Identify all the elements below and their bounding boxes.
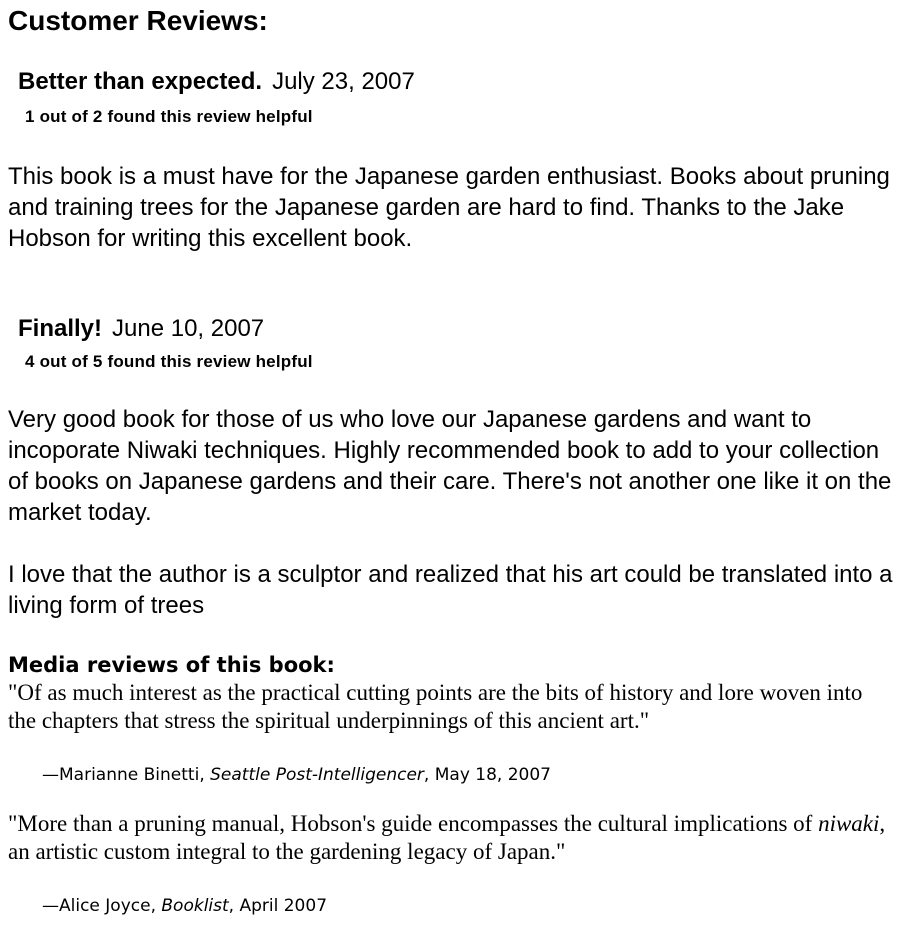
attribution-author: Alice Joyce [59, 896, 151, 916]
media-quote [8, 810, 893, 866]
media-quote: "Of as much interest as the practical cutting points are the bits of history and lore woven into the chapters that stress the spiritual underpinnings of this ancient art." [8, 680, 863, 733]
quote-attribution: —Marianne Binetti, Seattle Post-Intelligencer, May 18, 2007 [42, 765, 551, 785]
review-header [18, 68, 415, 96]
attribution-dash: — [42, 765, 59, 785]
review-date: June 10, 2007 [112, 315, 265, 342]
review-text: This book is a must have for the Japanese garden enthusiast. Books about pruning and training trees for the Japanese garden are hard to find. Thanks to the Jake Hobson for writing this excellent book. [8, 163, 890, 252]
quote-attribution: —Alice Joyce, Booklist, April 2007 [42, 896, 328, 916]
review-text: I love that the author is a sculptor and realized that his art could be translated into a living form of trees [8, 561, 893, 619]
helpful-count: 4 out of 5 found this review helpful [25, 352, 313, 371]
attribution-publication: Booklist [161, 896, 229, 916]
review-header [18, 315, 264, 343]
page-title: Customer Reviews: [8, 5, 268, 36]
attribution-date: May 18, 2007 [434, 765, 551, 785]
review-title: Finally! [18, 315, 103, 342]
attribution-dash: — [42, 896, 59, 916]
quote-text-italic: niwaki [818, 811, 880, 836]
attribution-author: Marianne Binetti [59, 765, 200, 785]
quote-text-end: , an artistic custom integral to the gardening legacy of Japan." [8, 811, 886, 864]
attribution-publication: Seattle Post-Intelligencer [210, 765, 424, 785]
media-reviews-heading: Media reviews of this book: [8, 653, 335, 677]
attribution-date: April 2007 [239, 896, 328, 916]
review-title: Better than expected. [18, 68, 263, 95]
helpful-count: 1 out of 2 found this review helpful [25, 107, 313, 126]
quote-text-start: "More than a pruning manual, Hobson's guide encompasses the cultural implications of [8, 811, 819, 836]
review-date: July 23, 2007 [272, 68, 415, 95]
review-text: Very good book for those of us who love our Japanese gardens and want to incoporate Niwaki techniques. Highly recommended book to add to your collection of books on Japanese gardens and their care. There's not another one like it on the market today. [8, 406, 892, 526]
